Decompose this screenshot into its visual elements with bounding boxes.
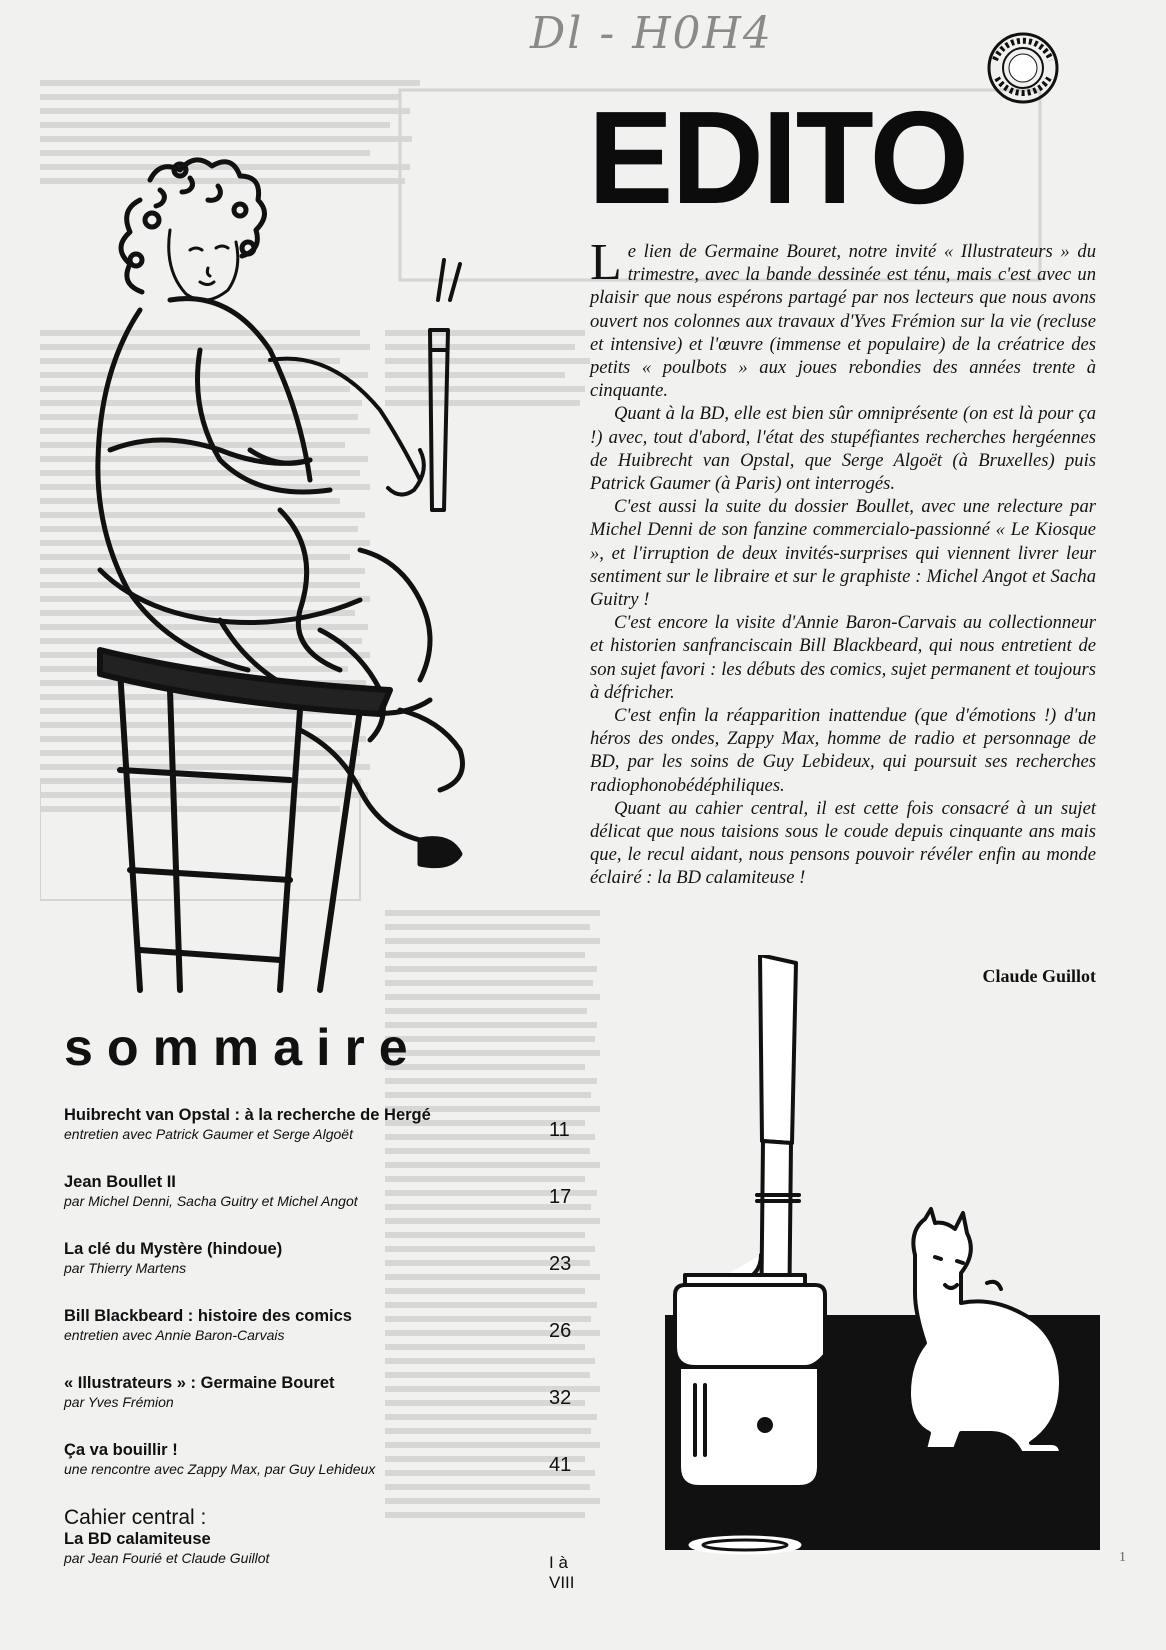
edito-paragraph: C'est encore la visite d'Annie Baron-Carvais au collectionneur et historien sanfranciscain Bill Blackbeard, qui nous entretient de son sujet favori : les débuts des comics, sujet permanent et toujours à défricher. <box>590 612 1096 703</box>
toc-entry <box>64 1440 594 1507</box>
toc-entry-title: La clé du Mystère (hindoue) <box>64 1240 283 1258</box>
toc-central-entry <box>64 1507 594 1597</box>
toc-entry-page: 26 <box>549 1320 572 1342</box>
page-number: 1 <box>1119 1550 1126 1565</box>
toc-entry-title: Huibrecht van Opstal : à la recherche de Hergé <box>64 1106 431 1124</box>
edito-heading: EDITO <box>588 84 968 231</box>
table-of-contents <box>64 1105 594 1597</box>
toc-entry-page: 11 <box>549 1119 570 1141</box>
toc-entry-subtitle: par Yves Frémion <box>64 1394 174 1410</box>
toc-entry-title: « Illustrateurs » : Germaine Bouret <box>64 1374 335 1392</box>
toc-entry-subtitle: entretien avec Patrick Gaumer et Serge Algoët <box>64 1126 353 1142</box>
toc-entry-subtitle: par Thierry Martens <box>64 1260 187 1276</box>
drop-cap: L <box>590 234 622 291</box>
toc-entry-title: Ça va bouillir ! <box>64 1441 178 1459</box>
toc-entry <box>64 1239 594 1306</box>
toc-entry <box>64 1172 594 1239</box>
toc-central-label: Cahier central : <box>64 1506 207 1529</box>
toc-central-subtitle: par Jean Fourié et Claude Guillot <box>64 1550 270 1566</box>
edito-signature: Claude Guillot <box>982 966 1096 986</box>
toc-central-title: La BD calamiteuse <box>64 1530 211 1548</box>
girl-on-stool-illustration <box>40 150 585 1010</box>
toc-entry <box>64 1105 594 1172</box>
toc-entry-title: Bill Blackbeard : histoire des comics <box>64 1307 352 1325</box>
edito-paragraph: C'est enfin la réapparition inattendue (que d'émotions !) d'un héros des ondes, Zappy Max, homme de radio et personnage de BD, par les soins de Guy Lebideux, qui poursuit ses recherches radiophonobédéphiliques. <box>590 705 1096 796</box>
toc-entry-subtitle: une rencontre avec Zappy Max, par Guy Lehideux <box>64 1461 376 1477</box>
handwritten-annotation: Dl - H0H4 <box>530 8 773 59</box>
toc-entry-page: 32 <box>549 1387 572 1409</box>
toc-entry-page: 41 <box>549 1454 572 1476</box>
sommaire-heading: sommaire <box>64 1019 422 1077</box>
toc-entry-page: 17 <box>549 1186 572 1208</box>
toc-entry <box>64 1373 594 1440</box>
library-stamp-icon <box>985 30 1061 106</box>
toc-entry-subtitle: entretien avec Annie Baron-Carvais <box>64 1327 285 1343</box>
edito-paragraph: Quant au cahier central, il est cette fois consacré à un sujet délicat que nous taisions sous le coude depuis cinquante ans mais que, le recul aidant, nous pensons pouvoir révéler enfin au monde éclairé : la BD calamiteuse ! <box>590 797 1096 889</box>
toc-entry-subtitle: par Michel Denni, Sacha Guitry et Michel Angot <box>64 1193 358 1209</box>
toc-central-page: I à VIII <box>549 1553 575 1592</box>
stove-and-cat-illustration <box>645 955 1100 1555</box>
toc-entry-page: 23 <box>549 1253 572 1275</box>
edito-paragraph: Quant à la BD, elle est bien sûr omniprésente (on est là pour ça !) avec, tout d'abord, l'état des stupéfiantes recherches hergéennes de Huibrecht van Opstal, que Serge Algoët (à Bruxelles) puis Patrick Gaumer (à Paris) ont interrogés. <box>590 403 1096 495</box>
toc-entry <box>64 1306 594 1373</box>
edito-paragraph: C'est aussi la suite du dossier Boullet, avec une relecture par Michel Denni de son fanzine commercialo-passionné « Le Kiosque », et l'irruption de deux invités-surprises qui viennent livrer leur sentiment sur le libraire et sur le graphiste : Michel Angot et Sacha Guitry ! <box>590 496 1096 611</box>
edito-text <box>590 234 1096 890</box>
edito-paragraph: Le lien de Germaine Bouret, notre invité « Illustrateurs » du trimestre, avec la bande dessinée est ténu, mais c'est avec un plaisir que nous espérons partagé par nos lecteurs que nous avons ouvert nos colonnes aux travaux d'Yves Frémion sur la vie (recluse et intensive) et l'œuvre (immense et populaire) de la créatrice des petits « poulbots » aux joues rebondies des années trente à cinquante. <box>590 234 1096 402</box>
toc-entry-title: Jean Boullet II <box>64 1173 176 1191</box>
